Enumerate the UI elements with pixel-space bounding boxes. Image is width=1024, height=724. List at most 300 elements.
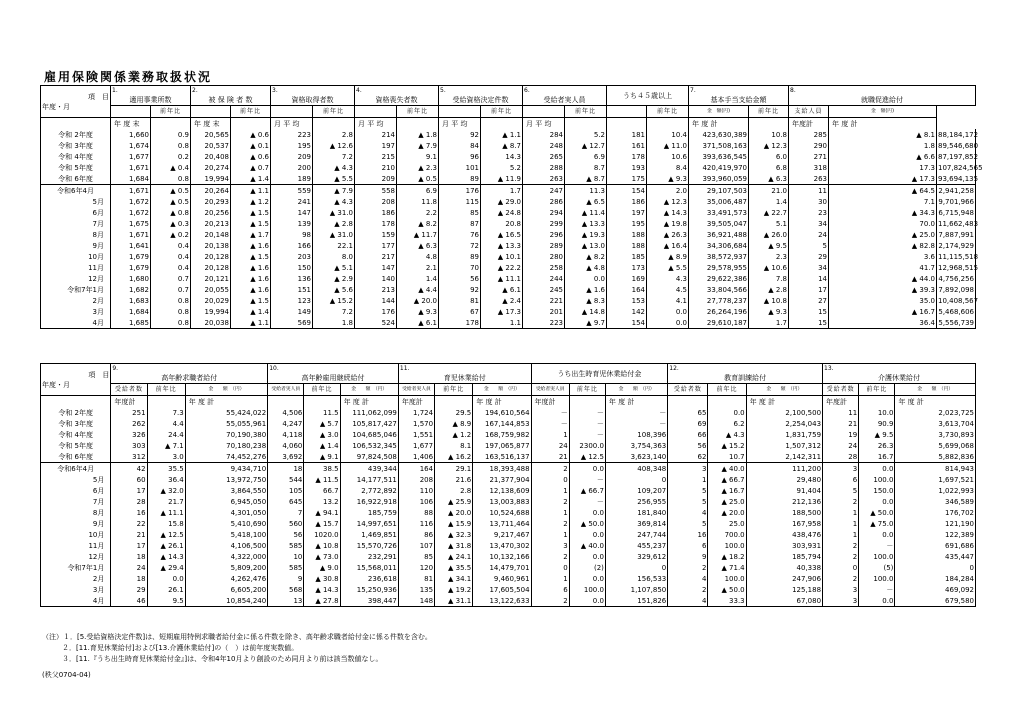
table-cell: ▲ 4.4 (397, 284, 439, 295)
table-cell: 100.0 (859, 551, 895, 562)
unit-row (41, 118, 976, 130)
table-cell: 85 (398, 551, 434, 562)
table-cell: 15 (789, 317, 829, 329)
table-cell: 4,756,256 (938, 274, 974, 283)
table-cell: ▲ 17.3 (829, 173, 937, 185)
table-cell: 193 (607, 162, 647, 173)
table-cell: 1 (668, 474, 708, 485)
table-cell: ▲ 19.3 (565, 229, 607, 240)
table-cell: － (569, 418, 605, 429)
table-cell: 56 (668, 440, 708, 451)
group-label: 受給者実人員 (543, 96, 586, 104)
unit-label: 年 度 計 (185, 396, 267, 408)
table-cell: ▲ 1.6 (231, 284, 271, 295)
row-label: 令和7年1月 (41, 284, 111, 295)
table-cell: 181 (607, 129, 647, 140)
table-cell: 20,128 (191, 251, 231, 262)
unit-label (859, 396, 895, 408)
table-cell: 4,262,476 (185, 573, 267, 584)
table-cell: 38.5 (304, 463, 340, 475)
table-cell: 20,138 (191, 240, 231, 251)
unit-label: 年 度 計 (746, 396, 822, 408)
table-cell: 248 (523, 140, 565, 151)
table-cell: ▲ 11.9 (481, 173, 523, 185)
table-cell: 20,121 (191, 273, 231, 284)
table-cell: 7,892,098 (938, 285, 974, 294)
table-cell: 20,264 (191, 185, 231, 197)
table-cell: ▲ 1.5 (231, 218, 271, 229)
table-row (41, 240, 976, 251)
unit-label: 年度計 (823, 396, 859, 408)
table-cell: 20,128 (191, 262, 231, 273)
table-cell: ▲ 12.6 (313, 140, 355, 151)
table-cell: ▲ 14.3 (647, 207, 689, 218)
table-row (41, 129, 976, 140)
table-cell: 284 (523, 129, 565, 140)
table-cell: 19,994 (191, 173, 231, 185)
table-cell: ▲ 35.5 (435, 562, 473, 573)
table-cell: 0.0 (569, 507, 605, 518)
table-cell: 232,291 (340, 551, 398, 562)
table-cell: 110 (398, 485, 434, 496)
group-label: 資格取得者数 (291, 96, 334, 104)
table-cell: 5 (668, 518, 708, 529)
table-cell: 4 (668, 507, 708, 518)
table-cell: 195 (271, 140, 313, 151)
table-cell: ▲ 1.2 (435, 429, 473, 440)
table-cell: ▲ 0.8 (151, 207, 191, 218)
table-row (41, 485, 976, 496)
table-cell: 5.1 (749, 218, 789, 229)
table-cell: 0.8 (151, 306, 191, 317)
row-label: 11月 (41, 540, 111, 551)
table-cell: 20,055 (191, 284, 231, 295)
table-cell: ▲ 8.2 (397, 218, 439, 229)
table-cell: ▲ 25.0 (708, 496, 746, 507)
unit-label (565, 118, 607, 130)
table-cell: ▲ 26.3 (647, 229, 689, 240)
table-cell: 85 (439, 207, 481, 218)
table-cell: 197,065,877 (473, 440, 531, 451)
table-cell: 0 (531, 562, 569, 573)
table-cell: 251 (111, 407, 147, 418)
table-cell: ▲ 1.1 (231, 185, 271, 197)
table-cell: 0.0 (569, 595, 605, 607)
table-cell: ▲ 15.9 (435, 518, 473, 529)
table-cell: ▲ 50.0 (569, 518, 605, 529)
unit-label: 年度計 (398, 396, 434, 408)
table-cell: 2.8 (435, 485, 473, 496)
table-cell: 5.2 (565, 129, 607, 140)
sub-header: 金 額 （円） (473, 384, 531, 396)
table-cell: 105,817,427 (340, 418, 398, 429)
sub-header: 前年比 (565, 106, 607, 118)
table-cell: 3 (823, 595, 859, 607)
table-cell: ▲ 66.7 (569, 485, 605, 496)
table-cell: 1,679 (111, 262, 151, 273)
table-cell: 92 (439, 129, 481, 140)
table-cell: 1 (531, 485, 569, 496)
group-number: 7. (690, 87, 696, 94)
table-cell: 9 (268, 573, 304, 584)
table-cell: ▲ 11.0 (647, 140, 689, 151)
table-cell: ▲ 25.9 (435, 496, 473, 507)
table-cell: 1,685 (111, 317, 151, 329)
table-cell: ▲ 16.4 (647, 240, 689, 251)
table-row (41, 207, 976, 218)
group-label: 教育訓練給付 (724, 374, 767, 382)
table-cell: 679,580 (895, 595, 976, 607)
footnotes (42, 632, 432, 665)
table-cell: 161 (607, 140, 647, 151)
table-cell: 0.0 (859, 595, 895, 607)
row-label: 8月 (41, 507, 111, 518)
table-cell: 100.0 (708, 573, 746, 584)
table-cell: 36.4 (829, 317, 937, 329)
table-cell: 164 (607, 284, 647, 295)
table-cell: 56 (439, 273, 481, 284)
table-cell: 60 (111, 474, 147, 485)
table-cell: ▲ 2.9 (313, 273, 355, 284)
table-cell: 20,537 (191, 140, 231, 151)
unit-corner (41, 118, 111, 130)
table-cell: 6.2 (708, 418, 746, 429)
table-cell: ▲ 0.4 (151, 162, 191, 173)
table-cell: ▲ 9.3 (397, 306, 439, 317)
table-cell: 408,348 (605, 463, 667, 475)
table-cell: 524 (355, 317, 397, 329)
sub-header (111, 106, 151, 118)
table-cell: 14,177,511 (340, 474, 398, 485)
sub-header: 金 額 （円） (185, 384, 267, 396)
table-cell: 100.0 (859, 474, 895, 485)
group-number: 10. (269, 365, 279, 372)
group-label: 育児休業給付 (443, 374, 486, 382)
table-cell: 20,029 (191, 295, 231, 306)
table-cell: ▲ 20.0 (708, 507, 746, 518)
table-cell: ▲ 31.8 (435, 540, 473, 551)
table-cell: 2,174,929 (938, 241, 974, 250)
table-cell: ▲ 8.7 (565, 173, 607, 185)
table-cell: 559 (271, 185, 313, 197)
table-cell: 1,469,851 (340, 529, 398, 540)
table-row (41, 507, 976, 518)
group-number: 4. (356, 87, 362, 94)
table-cell: ▲ 1.2 (231, 196, 271, 207)
sub-header: 金 額 （円） (605, 384, 667, 396)
table-cell: ▲ 4.3 (313, 162, 355, 173)
unit-row (41, 396, 976, 408)
table-cell: 0.0 (647, 317, 689, 329)
page-title: 雇用保険関係業務取扱状況 (44, 70, 213, 84)
table-cell: 0.4 (151, 240, 191, 251)
group-header-8 (689, 86, 789, 106)
sub-header (271, 106, 313, 118)
table-cell: 42 (111, 463, 147, 475)
table-row (41, 496, 976, 507)
table-cell: 329,612 (605, 551, 667, 562)
group-header-2 (268, 364, 399, 384)
table-cell: 55,055,961 (185, 418, 267, 429)
table-cell: 116 (398, 518, 434, 529)
table-cell: ▲ 75.0 (859, 518, 895, 529)
table-row (41, 529, 976, 540)
table-cell: 72 (439, 240, 481, 251)
table-cell: 10,854,240 (185, 595, 267, 607)
table-cell: 29 (111, 584, 147, 595)
table-cell: 6.0 (749, 151, 789, 162)
table-cell: ▲ 9.0 (304, 562, 340, 573)
table-cell: 34,306,684 (689, 240, 749, 251)
table-cell: 24 (111, 562, 147, 573)
table-cell: 209 (271, 151, 313, 162)
row-label: 5月 (41, 196, 111, 207)
table-cell: 186 (355, 207, 397, 218)
table-cell: 6,605,200 (185, 584, 267, 595)
row-label: 令和 5年度 (41, 162, 111, 173)
table-cell: 147 (271, 207, 313, 218)
table-cell: ▲ 12.7 (565, 140, 607, 151)
table-cell: 175 (607, 173, 647, 185)
group-header-6 (523, 86, 607, 106)
table-cell: ▲ 71.4 (708, 562, 746, 573)
table-cell: 29,107,503 (689, 185, 749, 197)
table-cell: ▲ 39.3 (829, 284, 937, 295)
table-row (41, 162, 976, 173)
table-cell: 5,699,068 (895, 440, 976, 451)
table-cell: ▲ 4.3 (708, 429, 746, 440)
table-cell: 9,434,710 (185, 463, 267, 475)
table-cell: 17.3 (829, 162, 937, 173)
table-cell: 10.7 (708, 451, 746, 463)
table-cell: － (859, 584, 895, 595)
table-cell: － (859, 540, 895, 551)
table-cell: 151,826 (605, 595, 667, 607)
table-cell: 7,887,991 (938, 230, 974, 239)
row-label: 6月 (41, 207, 111, 218)
table-cell: 40,338 (746, 562, 822, 573)
sub-header: 支給人員 (789, 106, 829, 118)
table-cell: 1,697,521 (895, 474, 976, 485)
table-cell: 1 (531, 529, 569, 540)
unit-label (231, 118, 271, 130)
table-cell: 0.0 (569, 551, 605, 562)
corner-top: 項 目 (88, 370, 110, 379)
table-employment-insurance-2 (40, 363, 976, 607)
group-number: 9. (112, 365, 119, 372)
table-row (41, 451, 976, 463)
unit-label: 年 度 末 (111, 118, 151, 130)
table-row (41, 306, 976, 317)
table-cell: 29,480 (746, 474, 822, 485)
table-cell: 0.0 (859, 496, 895, 507)
sub-header: 前年比 (481, 106, 523, 118)
table-cell: 12,138,609 (473, 485, 531, 496)
table-cell: 0.0 (859, 529, 895, 540)
table-cell: ▲ 1.7 (231, 229, 271, 240)
table-cell: ▲ 30.8 (304, 573, 340, 584)
table-cell: 0.4 (151, 251, 191, 262)
table-cell: 3 (823, 584, 859, 595)
unit-label (304, 396, 340, 408)
table-cell: 0.4 (151, 262, 191, 273)
table-cell: 1,831,759 (746, 429, 822, 440)
table-cell: 67,080 (746, 595, 822, 607)
table-cell: 106,532,345 (340, 440, 398, 451)
table-cell: 10.6 (647, 151, 689, 162)
table-cell: 4,247 (268, 418, 304, 429)
table-cell: ▲ 25.0 (829, 229, 937, 240)
table-cell: 18 (111, 551, 147, 562)
table-cell: 303,931 (746, 540, 822, 551)
table-cell: 299 (523, 218, 565, 229)
table-cell: 585 (268, 562, 304, 573)
table-cell: 296 (523, 229, 565, 240)
table-cell: ▲ 64.5 (829, 185, 937, 197)
sub-header: 前年比 (151, 106, 191, 118)
table-cell: ▲ 0.3 (151, 218, 191, 229)
table-cell: 26,264,196 (689, 306, 749, 317)
table-cell: 20,274 (191, 162, 231, 173)
table-cell: 3.0 (147, 451, 185, 463)
table-cell: 2 (823, 573, 859, 584)
table-cell: 6.9 (397, 185, 439, 197)
table-cell: ▲ 15.2 (708, 440, 746, 451)
table-cell: 1 (531, 429, 569, 440)
table-cell: ▲ 31.0 (313, 229, 355, 240)
table-cell: 15,250,936 (340, 584, 398, 595)
table-cell: 469,092 (895, 584, 976, 595)
group-header-6 (823, 364, 976, 384)
table-cell: 294 (523, 207, 565, 218)
table-cell: 645 (268, 496, 304, 507)
table-cell: 11.8 (397, 196, 439, 207)
corner-bottom: 年度・月 (42, 102, 70, 111)
table-cell: ▲ 8.9 (435, 418, 473, 429)
table-cell: 3 (531, 540, 569, 551)
table-cell: ▲ 5.5 (313, 173, 355, 185)
table-cell: 201 (523, 306, 565, 317)
table-cell: 4.3 (647, 273, 689, 284)
table-cell: 9.5 (147, 595, 185, 607)
table-cell: 3,613,704 (895, 418, 976, 429)
table-cell: 181,840 (605, 507, 667, 518)
sub-header: 金 額(円) (829, 106, 937, 118)
table-cell: 19,994 (191, 306, 231, 317)
table-cell: 1,107,850 (605, 584, 667, 595)
table-cell: 139 (271, 218, 313, 229)
table-cell: ▲ 12.3 (749, 140, 789, 151)
table-cell: 263 (523, 173, 565, 185)
table-cell: 10 (268, 551, 304, 562)
table-cell: 2 (531, 551, 569, 562)
table-cell: 89 (439, 251, 481, 262)
table-cell: ▲ 1.5 (231, 295, 271, 306)
table-cell: 18 (111, 573, 147, 584)
unit-label: 月 平 均 (523, 118, 565, 130)
table-cell: 21.6 (435, 474, 473, 485)
unit-label: 年 度 計 (340, 396, 398, 408)
table-cell: 26.1 (147, 584, 185, 595)
sub-header: 前年比 (435, 384, 473, 396)
table-cell: 154 (607, 185, 647, 197)
table-cell: 151 (271, 284, 313, 295)
table-cell: 29.5 (435, 407, 473, 418)
unit-label: 月 平 均 (439, 118, 481, 130)
table-cell: 1,660 (111, 129, 151, 140)
table-cell: ▲ 1.6 (231, 240, 271, 251)
table-cell: 176 (439, 185, 481, 197)
table-cell: ▲ 22.7 (749, 207, 789, 218)
table-cell: ▲ 66.7 (708, 474, 746, 485)
table-cell: 35,006,487 (689, 196, 749, 207)
row-label: 令和7年1月 (41, 562, 111, 573)
table-cell: 100.0 (569, 584, 605, 595)
table-cell: 221 (523, 295, 565, 306)
table-cell: ▲ 5.6 (313, 284, 355, 295)
table-cell: ▲ 10.8 (749, 295, 789, 306)
table-cell: 8.7 (565, 162, 607, 173)
table-cell: ▲ 82.8 (829, 240, 937, 251)
table-cell: ▲ 40.0 (708, 463, 746, 475)
table-cell: ▲ 6.1 (481, 284, 523, 295)
group-label: うち４５歳以上 (623, 91, 672, 100)
table-cell: 13,711,464 (473, 518, 531, 529)
header-row-sub (41, 384, 976, 396)
table-cell: 5,809,200 (185, 562, 267, 573)
table-cell: 2,772,892 (340, 485, 398, 496)
table-cell: 185,794 (746, 551, 822, 562)
table-cell: 4,118 (268, 429, 304, 440)
table-cell: 140 (355, 273, 397, 284)
table-cell: 13,122,633 (473, 595, 531, 607)
table-cell: 1,570 (398, 418, 434, 429)
table-cell: ▲ 1.4 (231, 173, 271, 185)
table-cell: ▲ 40.0 (569, 540, 605, 551)
table-cell: 700.0 (708, 529, 746, 540)
table-cell: 87,197,852 (938, 152, 979, 161)
table-cell: 1,683 (111, 295, 151, 306)
table-cell: 25.0 (708, 518, 746, 529)
table-cell: 20,213 (191, 218, 231, 229)
table-row (41, 540, 976, 551)
group-header-7 (607, 86, 689, 106)
group-number: 13. (824, 365, 834, 372)
table-row (41, 295, 976, 306)
table-cell: ▲ 0.5 (397, 173, 439, 185)
unit-label (313, 118, 355, 130)
table-cell: 107 (398, 540, 434, 551)
table-cell: 11.5 (304, 407, 340, 418)
table-cell: 23 (789, 207, 829, 218)
table-cell: 2 (823, 551, 859, 562)
table-cell: ▲ 50.0 (708, 584, 746, 595)
footnote-3: ３．[11.『うち出生時育児休業給付金』]は、令和4年10月より創設のため同月より前は該当数値なし。 (62, 655, 383, 663)
table-cell: 4.8 (397, 251, 439, 262)
table-cell: ▲ 34.1 (435, 573, 473, 584)
table-cell: － (569, 474, 605, 485)
row-label: 2月 (41, 295, 111, 306)
unit-label (708, 396, 746, 408)
table-cell: ▲ 8.1 (829, 129, 937, 140)
table-row (41, 196, 976, 207)
table-cell: 1020.0 (304, 529, 340, 540)
table-cell: 6 (668, 540, 708, 551)
table-cell: 5 (789, 240, 829, 251)
table-cell: ▲ 19.8 (647, 218, 689, 229)
table-cell: 104,685,046 (340, 429, 398, 440)
table-cell: ▲ 32.3 (435, 529, 473, 540)
